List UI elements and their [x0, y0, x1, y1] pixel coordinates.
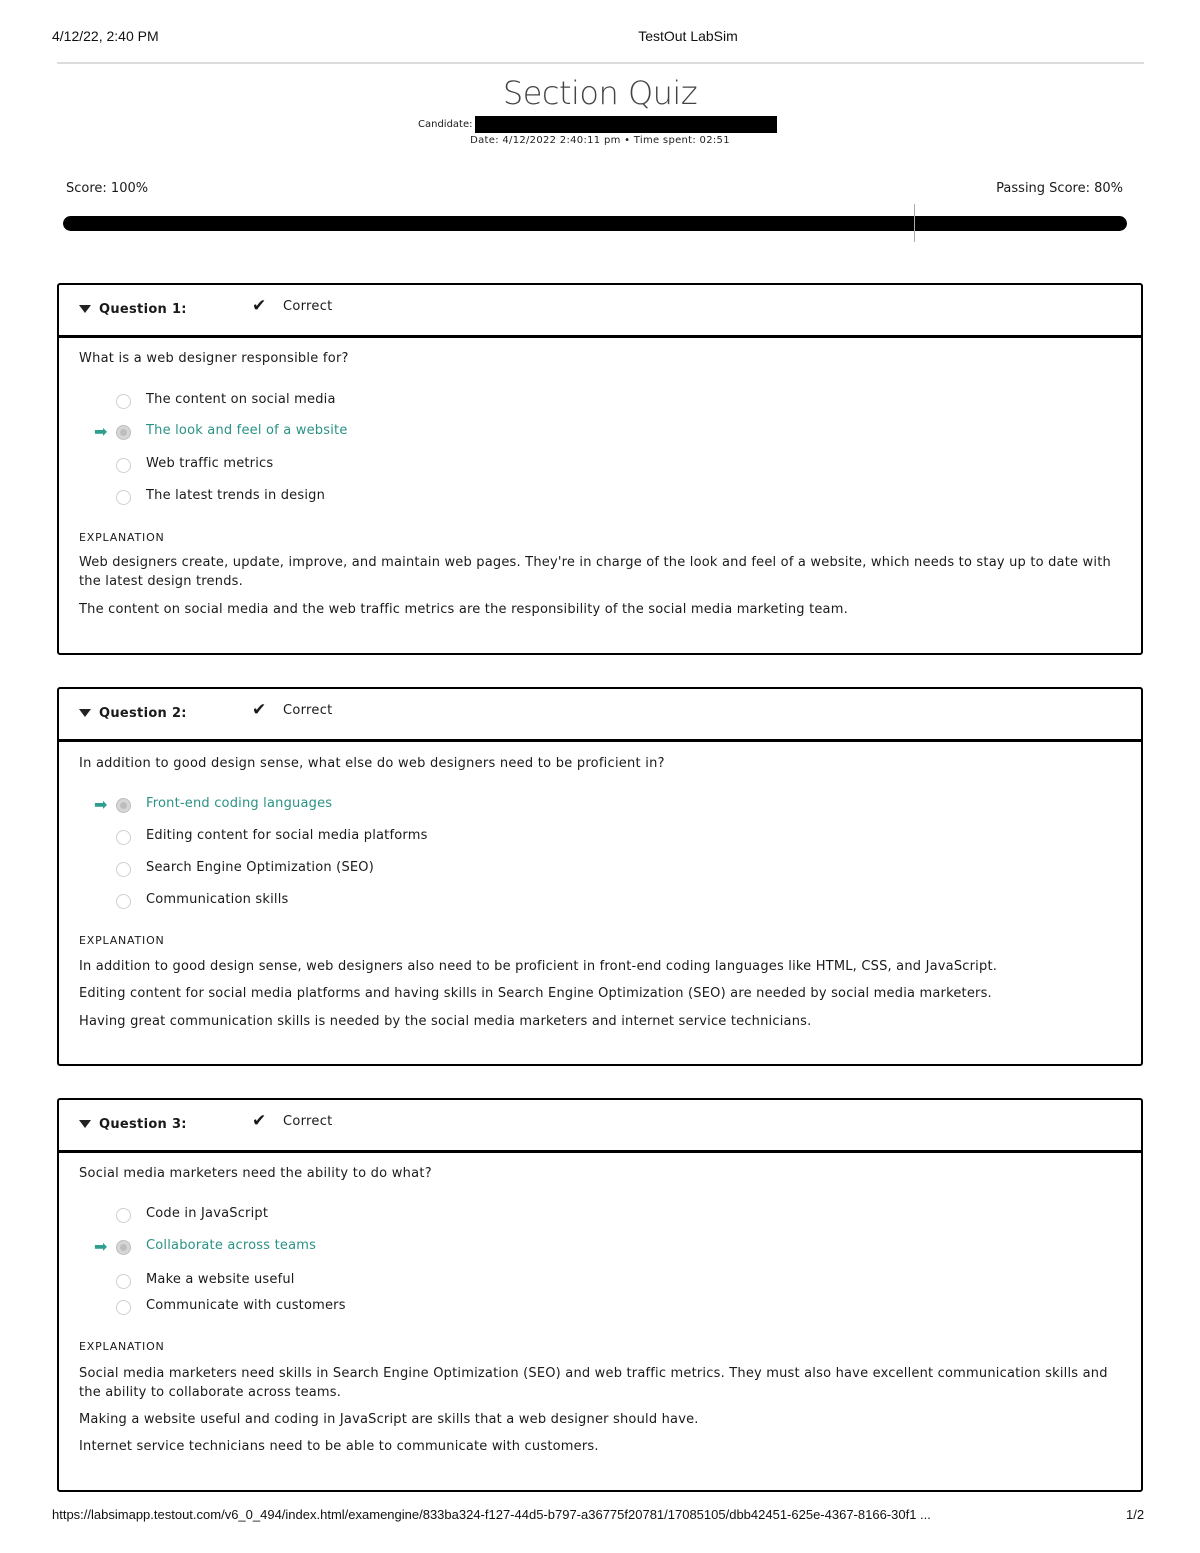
answer-option	[79, 827, 979, 849]
page-url: https://labsimapp.testout.com/v6_0_494/index.html/examengine/833ba324-f127-44d5-b797-a36775f20781/17085105/dbb42451-625e-4367-8166-30f1 ...	[52, 1507, 931, 1522]
checkmark-icon: ✔	[252, 1111, 267, 1131]
question-header[interactable]	[59, 689, 1141, 742]
radio-button[interactable]	[116, 1274, 131, 1289]
question-label: Question 1:	[99, 302, 187, 317]
page-title: Section Quiz	[502, 74, 698, 112]
score-progress-fill	[63, 216, 1127, 231]
question-text: Social media marketers need the ability to do what?	[79, 1166, 432, 1181]
answer-option-selected	[79, 1237, 979, 1259]
radio-button-selected[interactable]	[116, 1240, 131, 1255]
answer-option	[79, 455, 979, 477]
answer-option-label: Communicate with customers	[146, 1298, 346, 1313]
score-row	[66, 181, 1123, 199]
explanation-paragraph: Making a website useful and coding in JavaScript are skills that a web designer should have.	[79, 1412, 699, 1427]
question-text: What is a web designer responsible for?	[79, 351, 349, 366]
question-text: In addition to good design sense, what else do web designers need to be proficient in?	[79, 756, 665, 771]
print-header	[0, 28, 1200, 48]
explanation-title: EXPLANATION	[79, 531, 165, 544]
question-header[interactable]	[59, 1100, 1141, 1153]
explanation-paragraph: The content on social media and the web traffic metrics are the responsibility of the social media marketing team.	[79, 602, 848, 617]
explanation-paragraph: Internet service technicians need to be able to communicate with customers.	[79, 1439, 599, 1454]
date-time-spent: Date: 4/12/2022 2:40:11 pm • Time spent: 02:51	[470, 135, 730, 146]
explanation-paragraph: Social media marketers need skills in Search Engine Optimization (SEO) and web traffic metrics. They must also have excellent communication skills and the ability to collaborate across teams.	[79, 1366, 1108, 1400]
radio-button[interactable]	[116, 458, 131, 473]
answer-option-selected	[79, 422, 979, 444]
explanation-title: EXPLANATION	[79, 934, 165, 947]
answer-option	[79, 1205, 979, 1227]
explanation-paragraph: Having great communication skills is needed by the social media marketers and internet service technicians.	[79, 1014, 812, 1029]
question-card	[57, 1098, 1143, 1492]
explanation-title: EXPLANATION	[79, 1340, 165, 1353]
score-progress-bar	[63, 216, 1127, 231]
radio-button[interactable]	[116, 490, 131, 505]
answer-option	[79, 859, 979, 881]
radio-button[interactable]	[116, 1300, 131, 1315]
radio-button[interactable]	[116, 830, 131, 845]
question-status: Correct	[283, 703, 333, 718]
radio-button[interactable]	[116, 394, 131, 409]
candidate-row	[418, 116, 777, 132]
explanation-paragraph: In addition to good design sense, web designers also need to be proficient in front-end coding languages like HTML, CSS, and JavaScript.	[79, 959, 998, 974]
print-date: 4/12/22, 2:40 PM	[52, 28, 159, 44]
question-card	[57, 687, 1143, 1066]
radio-button[interactable]	[116, 862, 131, 877]
header-divider	[57, 62, 1144, 64]
caret-down-icon[interactable]	[79, 305, 91, 313]
question-header[interactable]	[59, 285, 1141, 338]
score-label: Score: 100%	[66, 181, 149, 196]
arrow-right-icon: ➡	[94, 1237, 108, 1256]
answer-option-label: Communication skills	[146, 892, 289, 907]
answer-option	[79, 1271, 979, 1293]
arrow-right-icon: ➡	[94, 795, 108, 814]
radio-button[interactable]	[116, 894, 131, 909]
answer-option	[79, 891, 979, 913]
radio-button-selected[interactable]	[116, 798, 131, 813]
explanation-paragraph: Web designers create, update, improve, and maintain web pages. They're in charge of the look and feel of a website, which needs to stay up to date with the latest design trends.	[79, 555, 1111, 589]
print-page-title: TestOut LabSim	[638, 28, 738, 44]
answer-option	[79, 487, 979, 509]
passing-score-label: Passing Score: 80%	[996, 181, 1123, 196]
page-number: 1/2	[1126, 1507, 1145, 1522]
radio-button-selected[interactable]	[116, 425, 131, 440]
candidate-label: Candidate:	[418, 118, 473, 130]
answer-option-label: Code in JavaScript	[146, 1206, 269, 1221]
answer-option-label: Collaborate across teams	[146, 1238, 317, 1253]
candidate-redaction	[475, 116, 777, 133]
explanation-paragraph: Editing content for social media platforms and having skills in Search Engine Optimization (SEO) are needed by social media marketers.	[79, 986, 992, 1001]
checkmark-icon: ✔	[252, 700, 267, 720]
caret-down-icon[interactable]	[79, 1120, 91, 1128]
question-card	[57, 283, 1143, 655]
question-label: Question 2:	[99, 706, 187, 721]
answer-option-label: The latest trends in design	[146, 488, 326, 503]
answer-option-selected	[79, 795, 979, 817]
caret-down-icon[interactable]	[79, 709, 91, 717]
answer-option-label: The content on social media	[146, 392, 336, 407]
answer-option-label: Search Engine Optimization (SEO)	[146, 860, 375, 875]
answer-option-label: Front-end coding languages	[146, 796, 333, 811]
passing-score-marker	[914, 204, 915, 242]
quiz-meta	[0, 135, 1200, 146]
question-label: Question 3:	[99, 1117, 187, 1132]
question-status: Correct	[283, 299, 333, 314]
answer-option	[79, 391, 979, 413]
arrow-right-icon: ➡	[94, 422, 108, 441]
answer-option-label: Make a website useful	[146, 1272, 295, 1287]
radio-button[interactable]	[116, 1208, 131, 1223]
print-footer	[0, 1507, 1200, 1527]
answer-option-label: Web traffic metrics	[146, 456, 274, 471]
question-status: Correct	[283, 1114, 333, 1129]
answer-option	[79, 1297, 979, 1319]
checkmark-icon: ✔	[252, 296, 267, 316]
answer-option-label: Editing content for social media platforms	[146, 828, 428, 843]
answer-option-label: The look and feel of a website	[146, 423, 348, 438]
